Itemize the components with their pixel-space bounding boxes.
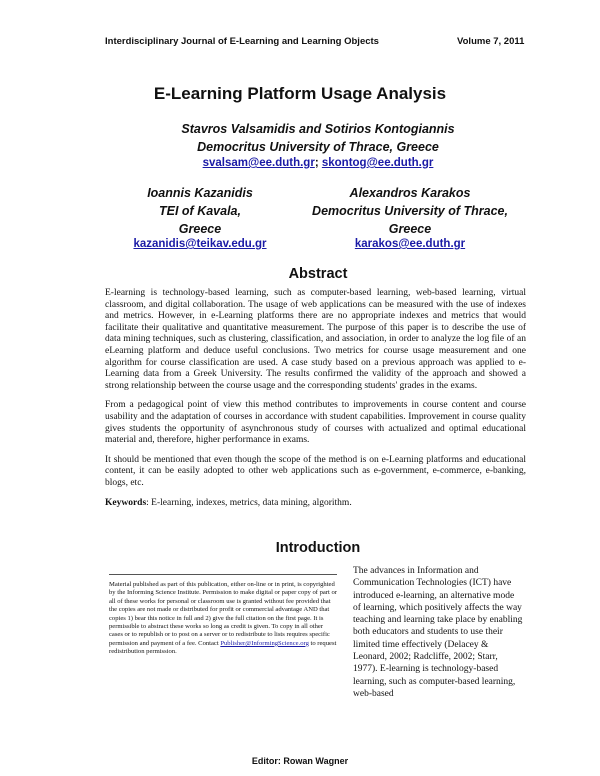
publisher-email-link[interactable]: Publisher@InformingScience.org bbox=[220, 639, 309, 647]
volume-header: Volume 7, 2011 bbox=[457, 36, 525, 47]
main-authors: Stavros Valsamidis and Sotirios Kontogiannis bbox=[181, 122, 455, 136]
introduction-text: The advances in Information and Communication Technologies (ICT) have introduced e-learning, an alternative mode of learning, which positively affects the way teaching and learning take place by enabling both educators and students to use their limited time effectively (Delacey & Leonard, 2002; Radcliffe, 2002; Starr, 1977). E-learning is technology-based learning, such as computer-based learning, web-based bbox=[353, 566, 523, 699]
keywords-line bbox=[105, 498, 526, 510]
author-left-affil2: Greece bbox=[178, 222, 222, 236]
author-right-affil2: Greece bbox=[388, 222, 432, 236]
abstract-paragraph-2: From a pedagogical point of view this method contributes to improvements in course content and course usability and the adaptation of courses in accordance with student capabilities. Improvement in course quality gives students the opportunity of asynchronous study of courses with actualized and optimal educational material and, therefore, higher performance in exams. bbox=[105, 400, 526, 446]
copyright-notice bbox=[109, 574, 337, 657]
copyright-text: Material published as part of this publication, either on-line or in print, is copyrighted by the Informing Science Institute. Permission to make digital or paper copy of part or all of these works for personal or classroom use is granted without fee provided that the copies are not made or distributed for profit or commercial advantage AND that copies 1) bear this notice in full and 2) give the full citation on the first page. It is permissible to abstract these works so long as credit is given. To copy in all other cases or to republish or to post on a server or to redistribute to lists requires specific permission and payment of a fee. Contact bbox=[109, 581, 337, 647]
abstract-body bbox=[105, 288, 526, 509]
email-link-kazanidis[interactable]: kazanidis@teikav.edu.gr bbox=[133, 238, 267, 250]
main-affiliation: Democritus University of Thrace, Greece bbox=[197, 140, 439, 154]
main-emails bbox=[0, 157, 600, 169]
author-left-email-row bbox=[115, 238, 285, 250]
keywords-label: Keywords bbox=[105, 497, 147, 508]
author-left-affil1: TEI of Kavala, bbox=[159, 204, 241, 218]
introduction-heading: Introduction bbox=[275, 540, 361, 556]
abstract-paragraph-1: E-learning is technology-based learning, such as computer-based learning, web-based learning, virtual classroom, and digital collaboration. The usage of web applications can be measured with the use of indexes and metrics. However, in e-Learning platforms there are no appropriate indexes and metrics that would facilitate their qualitative and quantitative measurement. The purpose of this paper is to describe the use of data mining techniques, such as clustering, classification, and association, in order to analyze the log file of an eLearning platform and deduce useful conclusions. Two metrics for course usage measurement and one algorithm for course classification are used. A case study based on a previous approach was applied to e-Learning data from a Greek University. The results confirmed the validity of the approach and showed a strong relationship between the course usage and the corresponding students' grades in the exams. bbox=[105, 288, 526, 391]
paper-title: E-Learning Platform Usage Analysis bbox=[153, 84, 447, 103]
author-right-email-row bbox=[295, 238, 525, 250]
keywords-list: : E-learning, indexes, metrics, data mining, algorithm. bbox=[146, 497, 352, 508]
author-right-block bbox=[295, 184, 525, 238]
email-link-kontogiannis[interactable]: skontog@ee.duth.gr bbox=[321, 157, 434, 169]
author-left-block bbox=[115, 184, 285, 238]
footer-editor: Editor: Rowan Wagner bbox=[251, 756, 349, 766]
journal-header: Interdisciplinary Journal of E-Learning and Learning Objects bbox=[105, 36, 379, 47]
author-right-affil1: Democritus University of Thrace, bbox=[312, 204, 508, 218]
email-link-valsamidis[interactable]: svalsam@ee.duth.gr bbox=[202, 157, 315, 169]
email-separator: ; bbox=[314, 157, 319, 169]
author-left-name: Ioannis Kazanidis bbox=[147, 186, 253, 200]
author-right-name: Alexandros Karakos bbox=[349, 186, 471, 200]
copyright-tail: to request redistribution permission. bbox=[109, 639, 337, 656]
abstract-heading: Abstract bbox=[288, 266, 348, 282]
abstract-paragraph-3: It should be mentioned that even though the scope of the method is on e-Learning platforms and educational content, it can be easily adopted to other web applications such as e-government, e-commerce, e-banking, blogs, etc. bbox=[105, 454, 526, 488]
email-link-karakos[interactable]: karakos@ee.duth.gr bbox=[354, 238, 466, 250]
